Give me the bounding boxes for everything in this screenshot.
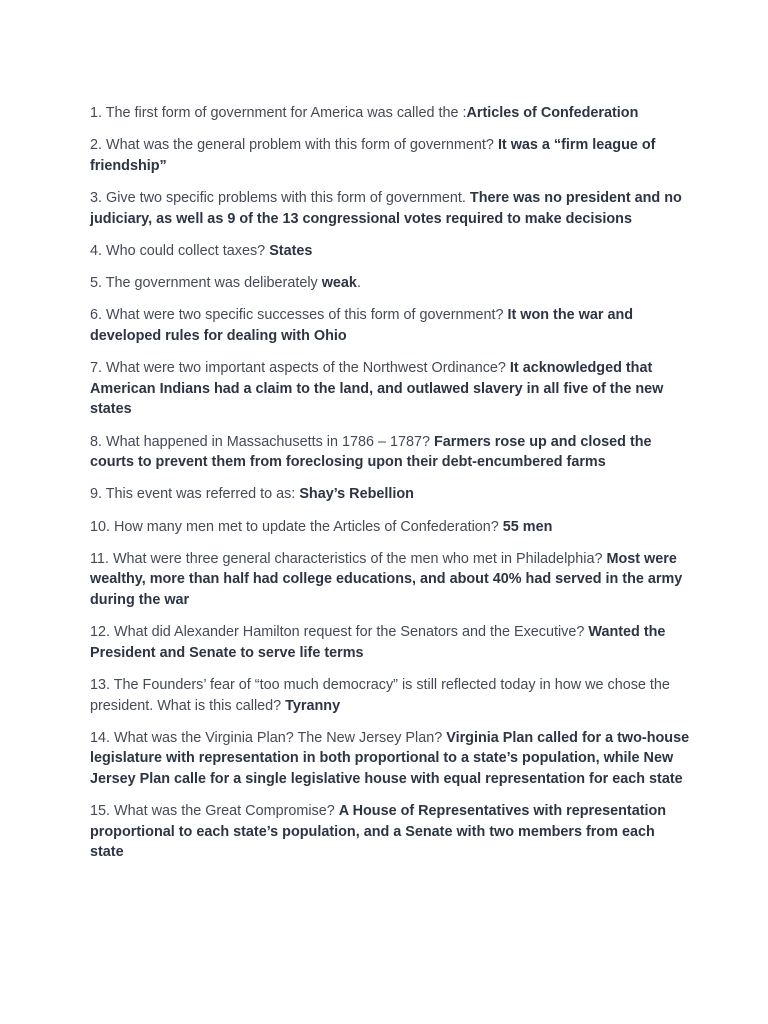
question-item-12 — [90, 622, 690, 663]
question-item-4 — [90, 241, 690, 262]
question-text: Who could collect taxes? — [106, 242, 270, 259]
question-text: The government was deliberately — [105, 275, 322, 292]
question-text: The first form of government for America was called the : — [105, 105, 467, 121]
document-body — [90, 103, 690, 874]
question-number: 14. — [90, 729, 115, 746]
question-item-5 — [90, 273, 690, 294]
question-text: What happened in Massachusetts in 1786 – 1787? — [106, 433, 435, 450]
question-text: What was the Virginia Plan? The New Jersey Plan? — [114, 729, 447, 746]
question-text: What were three general characteristics of the men who met in Philadelphia? — [112, 550, 607, 567]
answer-text: There was no president and no judiciary, as well as 9 of the 13 congressional votes required to make decisions — [90, 190, 682, 227]
answer-text: Articles of Confederation — [466, 105, 639, 121]
question-number: 5. — [90, 275, 106, 292]
question-text: Give two specific problems with this form of government. — [106, 190, 470, 207]
answer-text: Shay’s Rebellion — [299, 486, 414, 503]
question-item-1 — [90, 103, 690, 124]
answer-text: weak — [321, 275, 357, 292]
answer-text: Virginia Plan called for a two-house legislature with representation in both proportional to a state’s population, while New Jersey Plan calle for a single legislative house with equal representation for each state — [90, 729, 690, 787]
question-text: How many men met to update the Articles of Confederation? — [114, 518, 503, 535]
answer-text: Most were wealthy, more than half had college educations, and about 40% had served in the army during the war — [90, 550, 683, 608]
question-number: 7. — [90, 360, 106, 377]
question-item-14 — [90, 728, 690, 790]
trailing-text: . — [356, 275, 361, 292]
question-text: What was the Great Compromise? — [114, 803, 339, 820]
question-item-10 — [90, 517, 690, 538]
question-text: This event was referred to as: — [105, 486, 300, 503]
question-number: 10. — [90, 518, 115, 535]
question-item-6 — [90, 305, 690, 346]
question-number: 2. — [90, 137, 106, 154]
question-item-7 — [90, 358, 690, 420]
question-number: 12. — [90, 624, 115, 641]
answer-text: It acknowledged that American Indians had a claim to the land, and outlawed slavery in all five of the new states — [90, 360, 664, 418]
answer-text: Wanted the President and Senate to serve life terms — [90, 624, 666, 661]
question-number: 11. — [90, 550, 113, 567]
question-item-3 — [90, 188, 690, 229]
question-text: What were two specific successes of this form of government? — [106, 307, 508, 324]
question-number: 8. — [90, 433, 106, 450]
question-number: 3. — [90, 190, 106, 207]
question-number: 4. — [90, 242, 106, 259]
question-text: What was the general problem with this form of government? — [106, 137, 498, 154]
question-item-8 — [90, 432, 690, 473]
answer-text: Farmers rose up and closed the courts to prevent them from foreclosing upon their debt-encumbered farms — [90, 433, 652, 471]
question-number: 13. — [90, 677, 114, 694]
question-item-9 — [90, 484, 690, 505]
question-text: What did Alexander Hamilton request for the Senators and the Executive? — [114, 624, 589, 641]
answer-text: States — [269, 242, 313, 259]
answer-text: It won the war and developed rules for dealing with Ohio — [90, 307, 634, 344]
answer-text: It was a “firm league of friendship” — [90, 137, 656, 174]
question-text: What were two important aspects of the Northwest Ordinance? — [106, 360, 510, 377]
question-item-13 — [90, 675, 690, 716]
question-number: 1. — [90, 105, 106, 121]
answer-text: A House of Representatives with representation proportional to each state’s population, and a Senate with two members from each state — [90, 803, 667, 861]
answer-text: Tyranny — [285, 697, 341, 714]
question-text: The Founders’ fear of “too much democracy” is still reflected today in how we chose the president. What is this called? — [90, 677, 670, 714]
question-item-15 — [90, 801, 690, 863]
question-number: 15. — [90, 803, 115, 820]
question-item-11 — [90, 549, 690, 611]
question-number: 6. — [90, 307, 106, 324]
question-number: 9. — [90, 486, 106, 503]
answer-text: 55 men — [502, 518, 553, 535]
question-item-2 — [90, 135, 690, 176]
